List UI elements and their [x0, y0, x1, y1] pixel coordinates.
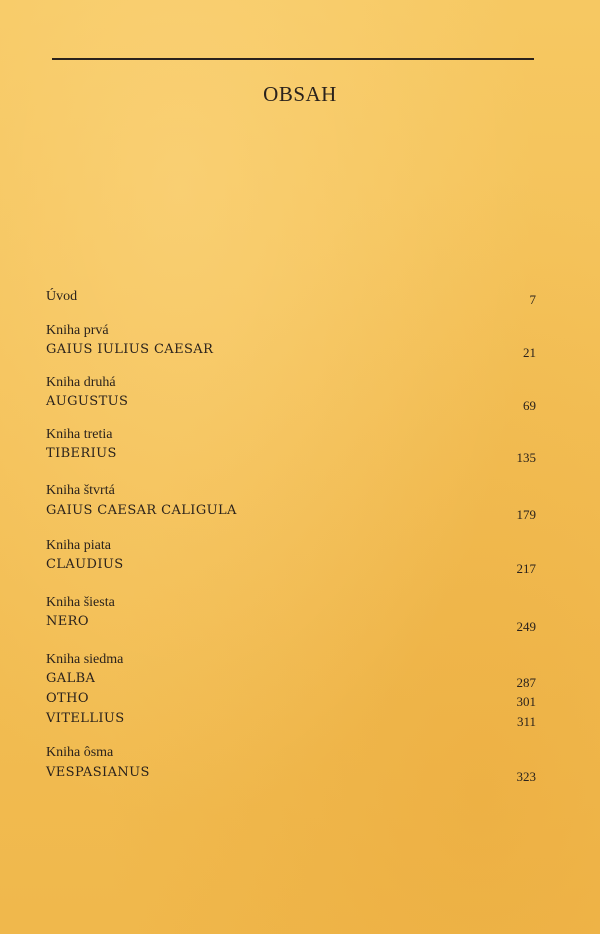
entry-title: AUGUSTUS: [46, 394, 129, 409]
toc-book-label: [46, 322, 536, 340]
toc-entry: [46, 613, 536, 634]
toc-entry: [46, 393, 536, 411]
toc-book-label: [46, 594, 536, 612]
book-label: Kniha štvrtá: [46, 483, 115, 498]
toc-entry: [46, 710, 536, 728]
entry-title: TIBERIUS: [46, 446, 117, 461]
book-label: Kniha prvá: [46, 323, 109, 338]
toc-entry-uvod: [46, 288, 536, 306]
page-title: OBSAH: [263, 82, 337, 106]
entry-title: GALBA: [46, 671, 96, 686]
toc-book-label: [46, 744, 536, 762]
toc-book-label: [46, 374, 536, 392]
entry-page: 301: [516, 694, 536, 709]
toc-book-label: [46, 537, 536, 555]
entry-page: 217: [516, 561, 536, 576]
toc-entry: [46, 764, 536, 782]
entry-page: 69: [523, 398, 536, 413]
toc-entry: [46, 445, 536, 463]
toc-entry: [46, 670, 536, 688]
entry-title: Úvod: [46, 289, 78, 304]
entry-page: 249: [516, 619, 536, 634]
entry-title: GAIUS CAESAR CALIGULA: [46, 503, 237, 518]
entry-title: VESPASIANUS: [46, 765, 150, 780]
entry-page: 287: [516, 675, 536, 690]
toc-entry: [46, 341, 536, 359]
entry-title: GAIUS IULIUS CAESAR: [46, 342, 214, 357]
entry-page: 323: [516, 769, 536, 784]
entry-title: CLAUDIUS: [46, 557, 124, 572]
entry-page: 7: [529, 292, 536, 307]
entry-title: NERO: [46, 614, 89, 629]
toc-entry: [46, 690, 536, 708]
entry-page: 135: [516, 450, 536, 465]
toc-book-label: [46, 482, 536, 500]
entry-page: 21: [523, 345, 536, 360]
book-label: Kniha tretia: [46, 427, 113, 442]
book-label: Kniha siedma: [46, 652, 124, 667]
entry-page: 179: [516, 507, 536, 522]
entry-page: 311: [516, 714, 536, 729]
book-label: Kniha druhá: [46, 375, 116, 390]
entry-title: OTHO: [46, 691, 89, 706]
book-label: Kniha ôsma: [46, 745, 114, 760]
entry-title: VITELLIUS: [46, 711, 125, 726]
toc-entry: [46, 556, 536, 574]
toc-entry: [46, 502, 536, 520]
toc-book-label: [46, 651, 536, 669]
book-label: Kniha piata: [46, 538, 111, 553]
book-label: Kniha šiesta: [46, 595, 115, 610]
toc-book-label: [46, 426, 536, 444]
